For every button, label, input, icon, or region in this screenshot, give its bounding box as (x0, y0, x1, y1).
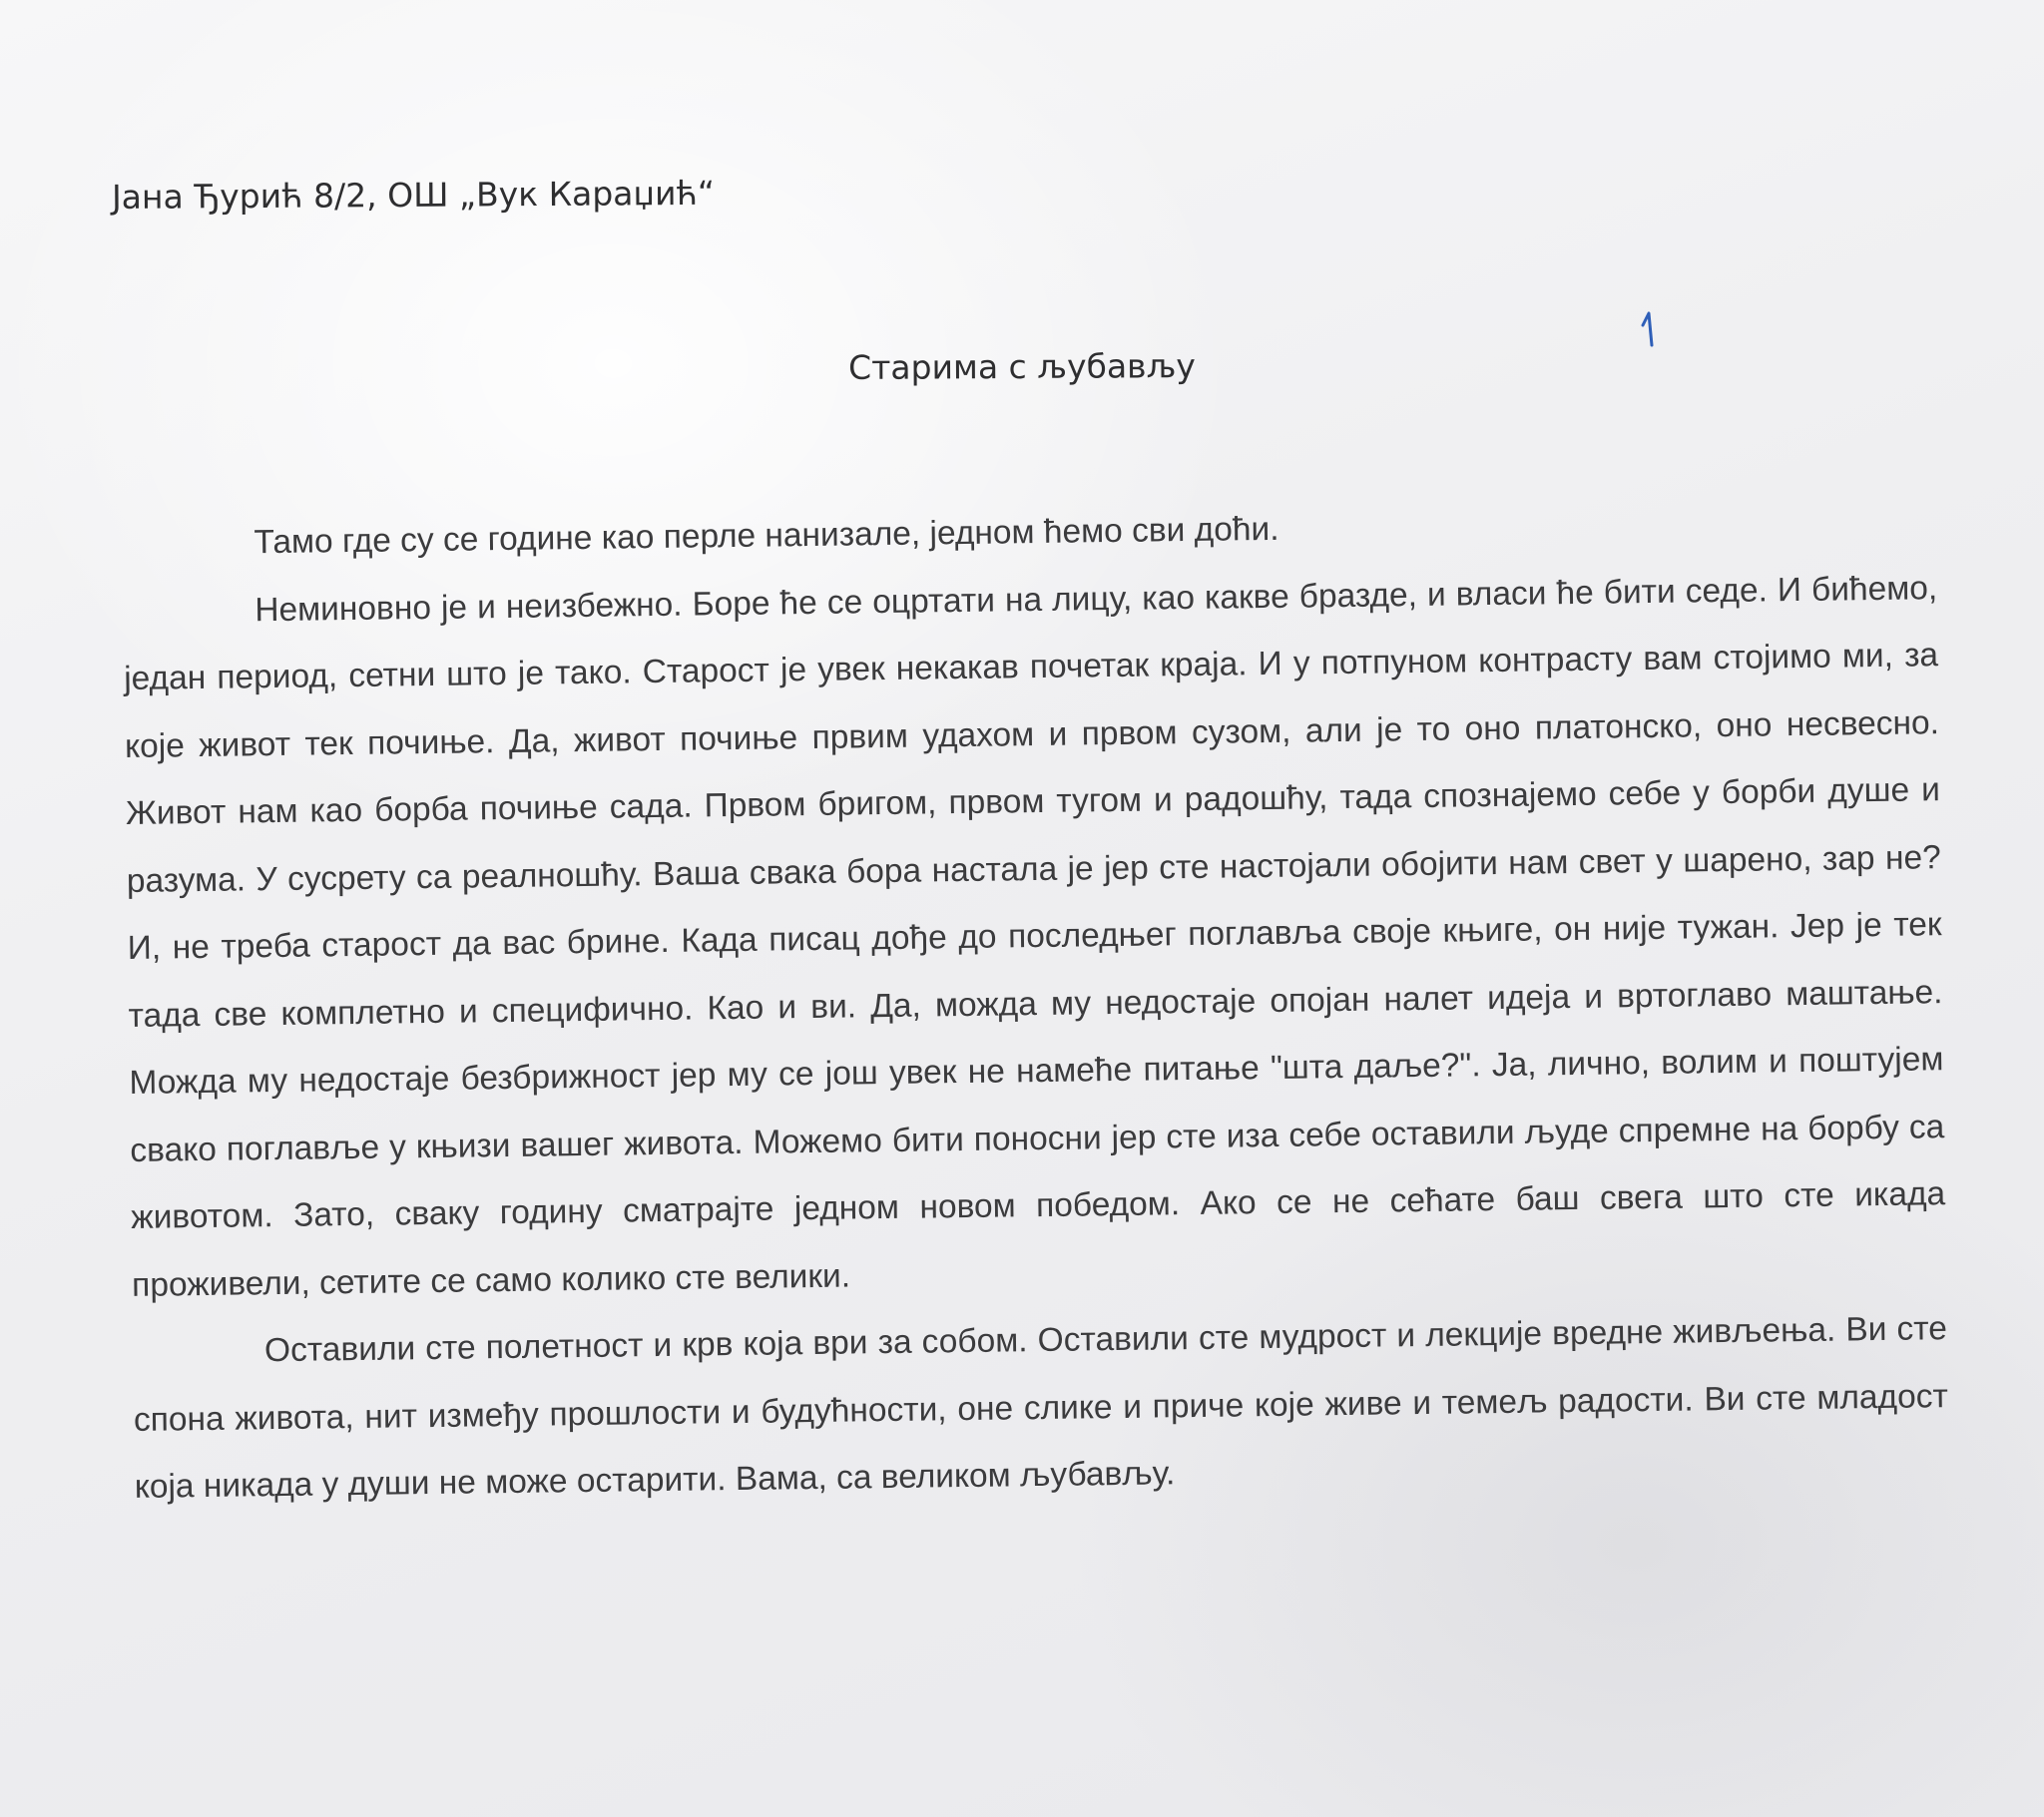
essay-body (122, 487, 1949, 1521)
paragraph: Оставили сте полетност и крв која ври за собом. Оставили сте мудрост и лекције вредне живљења. Ви сте спона живота, нит између прошлости и будућности, оне слике и приче које живе и темељ радости. Ви сте младост која никада у души не може остарити. Вама, са великом љубављу. (133, 1310, 1949, 1506)
document-title: Старима с љубављу (848, 346, 1196, 387)
paragraph: Неминовно је и неизбежно. Боре ће се оцртати на лицу, као какве бразде, и власи ће бити седе. И бићемо, један период, сетни што је тако. Старост је увек некакав почетак краја. И у потпуном контрасту вам стојимо ми, за које живот тек почиње. Да, живот почиње првим удахом и првом сузом, али је то оно платонско, оно несвесно. Живот нам као борба почиње сада. Првом бригом, првом тугом и радошћу, тада спознајемо себе у борби душе и разума. У сусрету са реалношћу. Ваша свака бора настала је јер сте настојали обојити нам свет у шарено, зар не? И, не треба старост да вас брине. Када писац дође до последњег поглавља своје књиге, он није тужан. Јер је тек тада све комплетно и специфично. Као и ви. Да, можда му недостаје опојан налет идеја и вртоглаво маштање. Можда му недостаје безбрижност јер му се још увек не намеће питање "шта даље?". Ја, лично, волим и поштујем свако поглавље у књизи вашег живота. Можемо бити поносни јер сте иза себе оставили људе спремне на борбу са животом. Зато, сваку годину сматрајте једном новом победом. Ако се не сећате баш свега што сте икада проживели, сетите се само колико сте велики. (123, 569, 1946, 1304)
author-line: Јана Ђурић 8/2, ОШ „Вук Караџић“ (111, 173, 716, 217)
paragraph: Тамо где су се године као перле нанизале, једном ћемо сви доћи. (254, 510, 1279, 562)
